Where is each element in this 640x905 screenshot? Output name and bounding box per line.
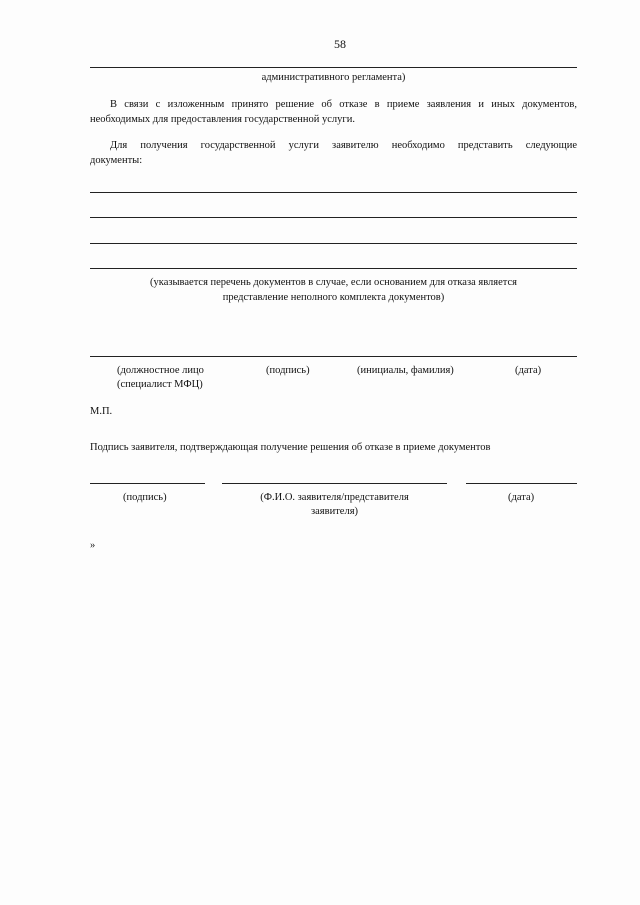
applicant-date-label: (дата) [508,492,535,503]
closing-quote: » [90,540,96,551]
documents-caption-line-1: (указывается перечень документов в случае, если основанием для отказа является [150,277,517,288]
paragraph-documents [110,138,577,153]
applicant-heading: Подпись заявителя, подтверждающая получение решения об отказе в приеме документов [90,442,491,453]
paragraph-refusal-line-2: необходимых для предоставления государственной услуги. [90,114,355,125]
paragraph-refusal [110,97,577,112]
applicant-signature-line [90,483,205,484]
official-signature-label: (подпись) [266,365,310,376]
documents-line-1 [90,192,577,193]
page-number: 58 [334,37,346,51]
stamp-place: М.П. [90,406,113,417]
documents-line-3 [90,243,577,244]
top-caption: административного регламента) [261,72,406,83]
documents-line-4 [90,268,577,269]
paragraph-refusal-line-1: В связи с изложенным принято решение об отказе в приеме заявления и иных документов, [110,99,577,110]
paragraph-documents-line-1: Для получения государственной услуги заявителю необходимо представить следующие [110,140,577,151]
documents-line-2 [90,217,577,218]
applicant-signature-label: (подпись) [123,492,167,503]
applicant-name-line [222,483,447,484]
applicant-name-label-line-2: заявителя) [310,506,359,517]
official-date-label: (дата) [515,365,542,376]
applicant-name-label-line-1: (Ф.И.О. заявителя/представителя [260,492,409,503]
paragraph-documents-line-2: документы: [90,155,143,166]
official-initials-label: (инициалы, фамилия) [357,365,454,376]
applicant-date-line [466,483,577,484]
official-position-line-1: (должностное лицо [117,365,204,376]
header-rule [90,67,577,68]
official-position-line-2: (специалист МФЦ) [117,379,203,390]
documents-caption-line-2: представление неполного комплекта документов) [222,292,445,303]
official-signature-line [90,356,577,357]
